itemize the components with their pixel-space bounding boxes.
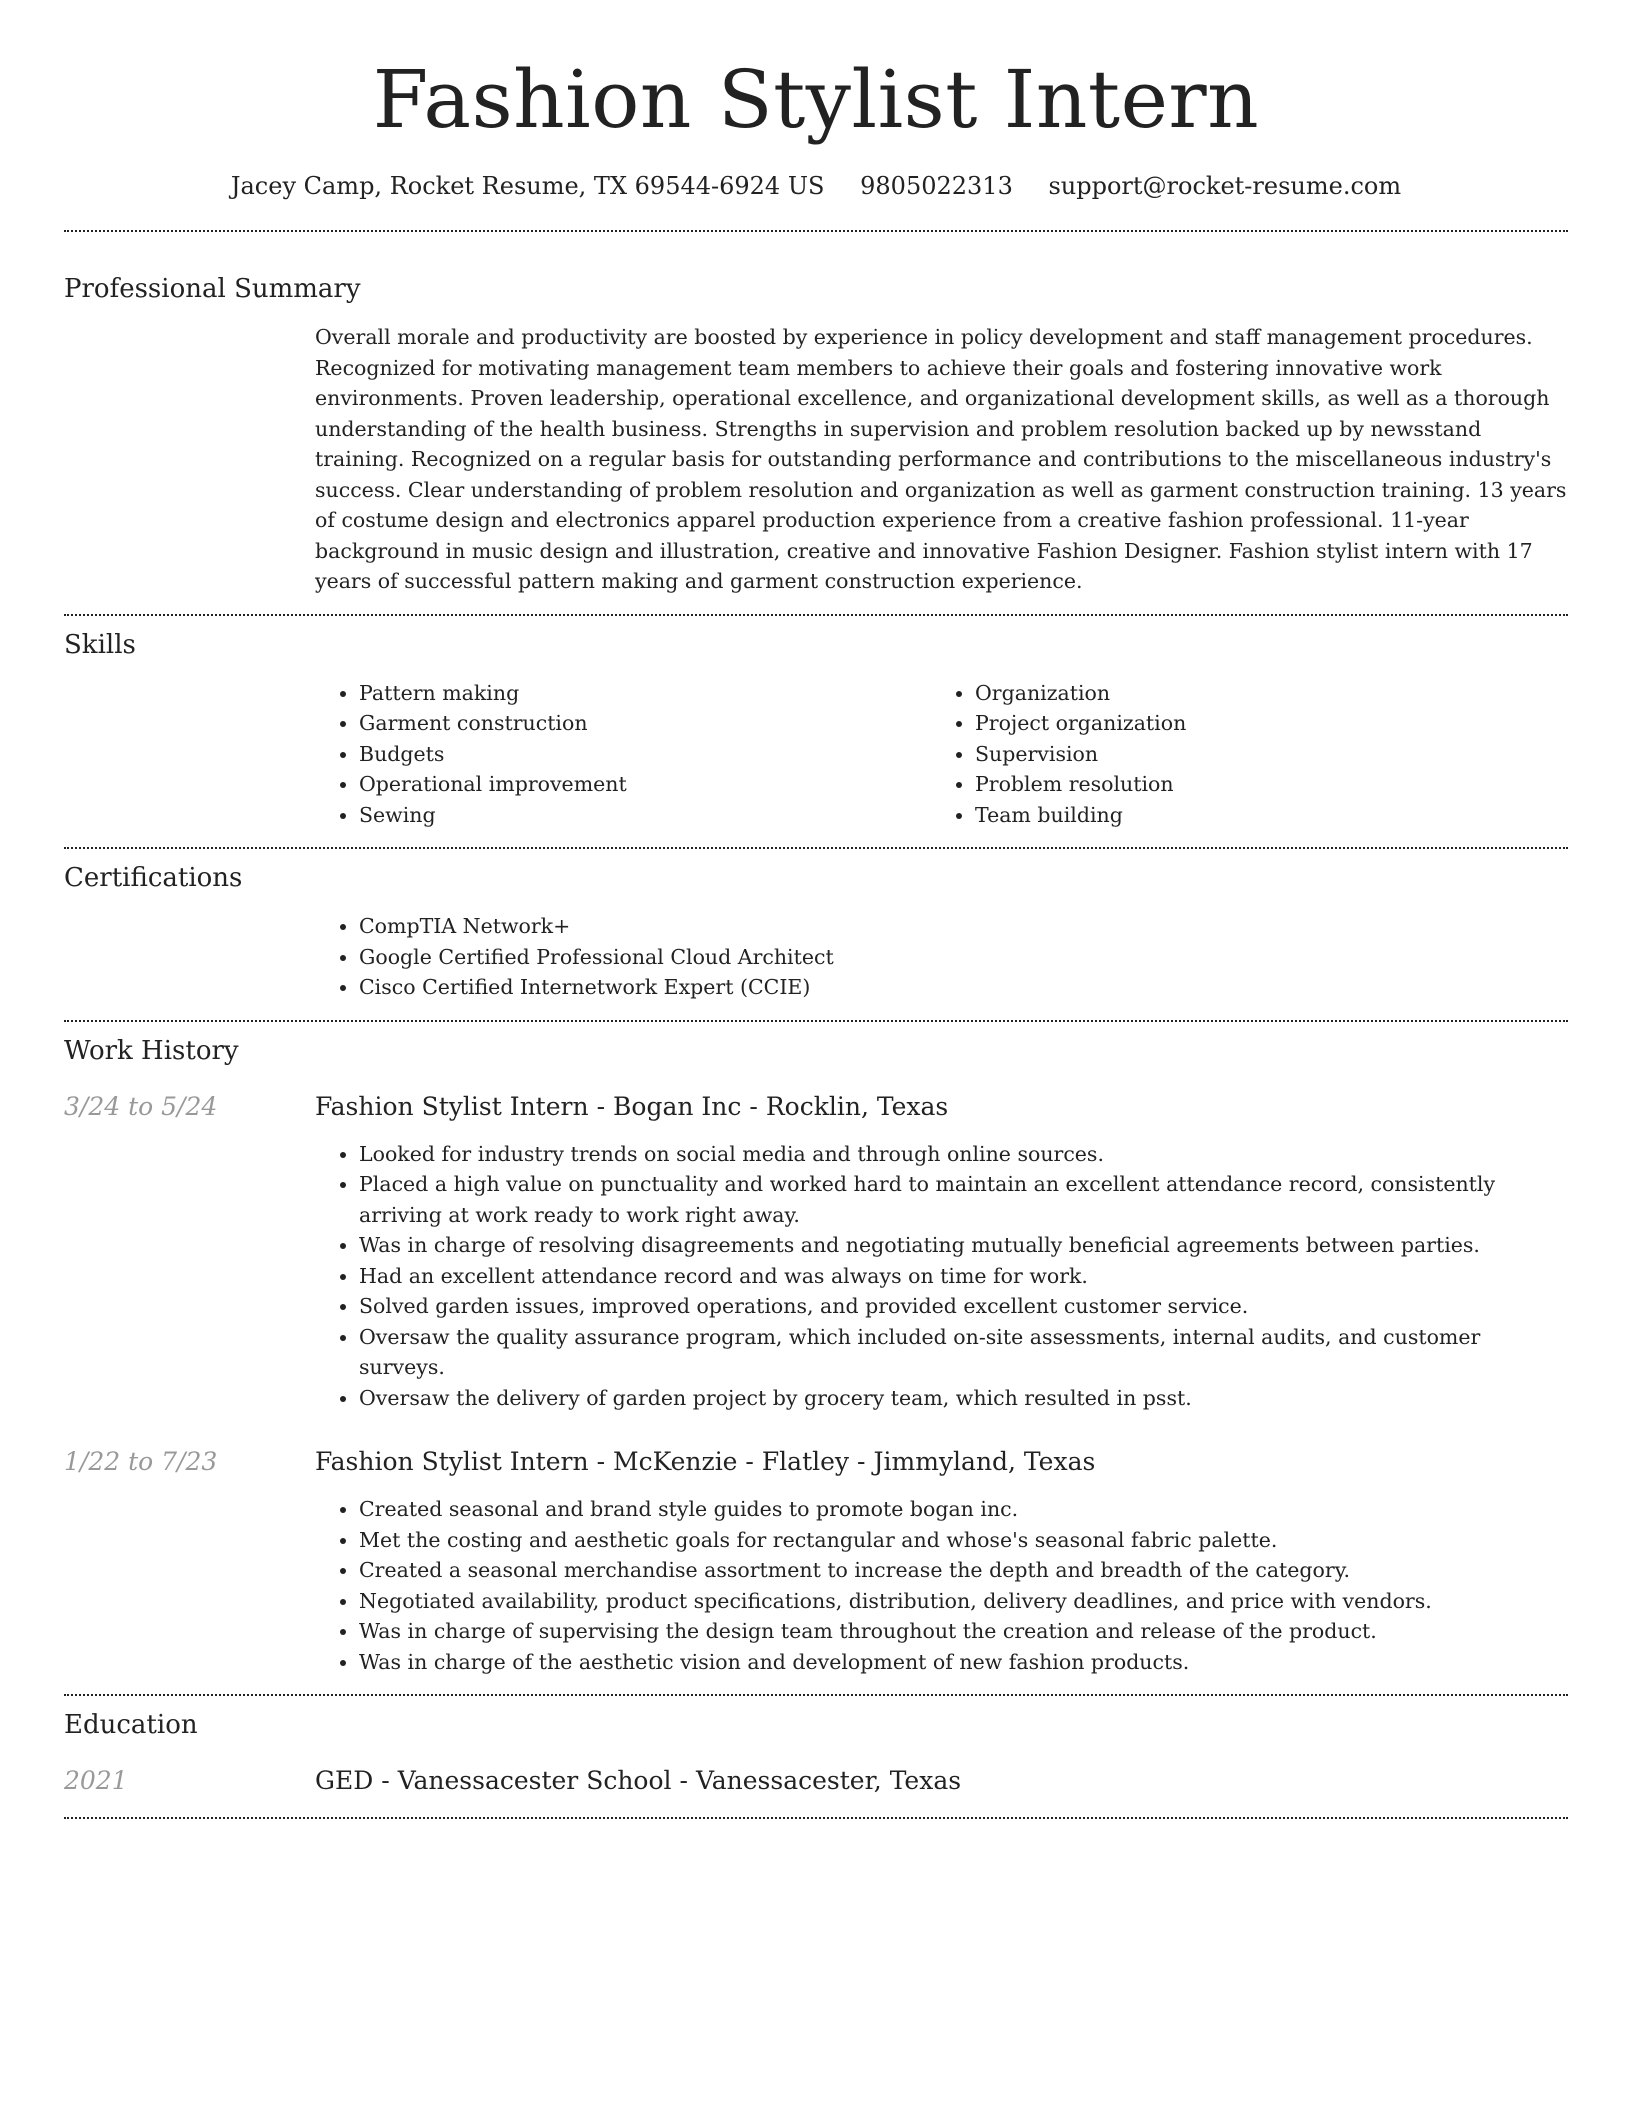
list-item: • Was in charge of the aesthetic vision and development of new fashion products.	[359, 1647, 1568, 1678]
list-item: • Project organization	[975, 708, 1547, 739]
divider	[64, 1817, 1568, 1819]
job-bullets	[315, 1139, 1568, 1414]
list-item: • Was in charge of resolving disagreements and negotiating mutually beneficial agreements between parties.	[359, 1230, 1568, 1261]
list-item: • Pattern making	[359, 678, 931, 709]
job-title: Fashion Stylist Intern - Bogan Inc - Rocklin, Texas	[315, 1091, 949, 1121]
job-dates: 3/24 to 5/24	[64, 1091, 218, 1121]
education-school: Vanessacester School	[397, 1766, 672, 1795]
contact-email: support@rocket-resume.com	[1048, 172, 1402, 200]
skills-list-left	[315, 678, 931, 831]
education-year: 2021	[64, 1766, 128, 1795]
list-item: • Solved garden issues, improved operations, and provided excellent customer service.	[359, 1291, 1568, 1322]
list-item: • Was in charge of supervising the design team throughout the creation and release of the product.	[359, 1616, 1568, 1647]
contact-address: Jacey Camp, Rocket Resume, TX 69544-6924 US	[230, 172, 825, 200]
list-item: • Organization	[975, 678, 1547, 709]
list-item: • Budgets	[359, 739, 931, 770]
section-title-skills: Skills	[64, 629, 136, 660]
education-entry	[64, 1766, 1568, 1795]
list-item: • Created seasonal and brand style guides to promote bogan inc.	[359, 1494, 1568, 1525]
job-entry	[64, 1447, 1568, 1677]
list-item: • Created a seasonal merchandise assortment to increase the depth and breadth of the category.	[359, 1555, 1568, 1586]
list-item: • Met the costing and aesthetic goals for rectangular and whose's seasonal fabric palette.	[359, 1525, 1568, 1556]
list-item: • Team building	[975, 800, 1547, 831]
section-title-work-history: Work History	[64, 1035, 239, 1066]
section-title-certifications: Certifications	[64, 863, 243, 893]
job-location: Rocklin, Texas	[765, 1091, 949, 1121]
list-item: • Problem resolution	[975, 769, 1547, 800]
job-location: Jimmyland, Texas	[873, 1447, 1096, 1476]
certifications-section	[64, 849, 1568, 1003]
candidate-name: Fashion Stylist Intern	[372, 53, 1260, 146]
list-item: • Oversaw the quality assurance program, which included on-site assessments, internal audits, and customer surveys.	[359, 1322, 1568, 1383]
education-title: GED - Vanessacester School - Vanessacester, Texas	[315, 1766, 962, 1795]
job-dates: 1/22 to 7/23	[64, 1447, 218, 1476]
list-item: • CompTIA Network+	[359, 911, 1568, 942]
list-item: • Had an excellent attendance record and was always on time for work.	[359, 1261, 1568, 1292]
education-degree: GED	[315, 1766, 374, 1795]
list-item: • Garment construction	[359, 708, 931, 739]
job-title: Fashion Stylist Intern - McKenzie - Flatley - Jimmyland, Texas	[315, 1447, 1096, 1476]
list-item: • Placed a high value on punctuality and worked hard to maintain an excellent attendance record, consistently arriving at work ready to work right away.	[359, 1169, 1568, 1230]
contact-phone: 9805022313	[860, 172, 1013, 200]
list-item: • Google Certified Professional Cloud Architect	[359, 942, 1568, 973]
education-section	[64, 1696, 1568, 1795]
skills-list-right	[931, 678, 1547, 831]
skills-section	[64, 616, 1568, 831]
job-role: Fashion Stylist Intern	[315, 1447, 589, 1476]
list-item: • Oversaw the delivery of garden project by grocery team, which resulted in psst.	[359, 1383, 1568, 1414]
summary-section	[64, 232, 1568, 597]
list-item: • Sewing	[359, 800, 931, 831]
job-company: McKenzie - Flatley	[613, 1447, 850, 1476]
job-company: Bogan Inc	[613, 1091, 742, 1121]
job-entry	[64, 1092, 1568, 1414]
section-title-summary: Professional Summary	[64, 274, 361, 304]
certifications-list	[315, 911, 1568, 1003]
work-history-section	[64, 1022, 1568, 1678]
list-item: • Operational improvement	[359, 769, 931, 800]
job-role: Fashion Stylist Intern	[315, 1091, 589, 1121]
job-bullets	[315, 1494, 1568, 1677]
list-item: • Negotiated availability, product specifications, distribution, delivery deadlines, and price with vendors.	[359, 1586, 1568, 1617]
contact-line	[64, 172, 1568, 200]
list-item: • Looked for industry trends on social media and through online sources.	[359, 1139, 1568, 1170]
education-location: Vanessacester, Texas	[696, 1766, 962, 1795]
summary-text: Overall morale and productivity are boosted by experience in policy development and staff management procedures. Recognized for motivating management team members to achieve their goals and fostering innovative work environments. Proven leadership, operational excellence, and organizational development skills, as well as a thorough understanding of the health business. Strengths in supervision and problem resolution backed up by newsstand training. Recognized on a regular basis for outstanding performance and contributions to the miscellaneous industry's success. Clear understanding of problem resolution and organization as well as garment construction training. 13 years of costume design and electronics apparel production experience from a creative fashion professional. 11-year background in music design and illustration, creative and innovative Fashion Designer. Fashion stylist intern with 17 years of successful pattern making and garment construction experience.	[315, 325, 1567, 593]
list-item: • Cisco Certified Internetwork Expert (CCIE)	[359, 972, 1568, 1003]
section-title-education: Education	[64, 1710, 198, 1740]
list-item: • Supervision	[975, 739, 1547, 770]
